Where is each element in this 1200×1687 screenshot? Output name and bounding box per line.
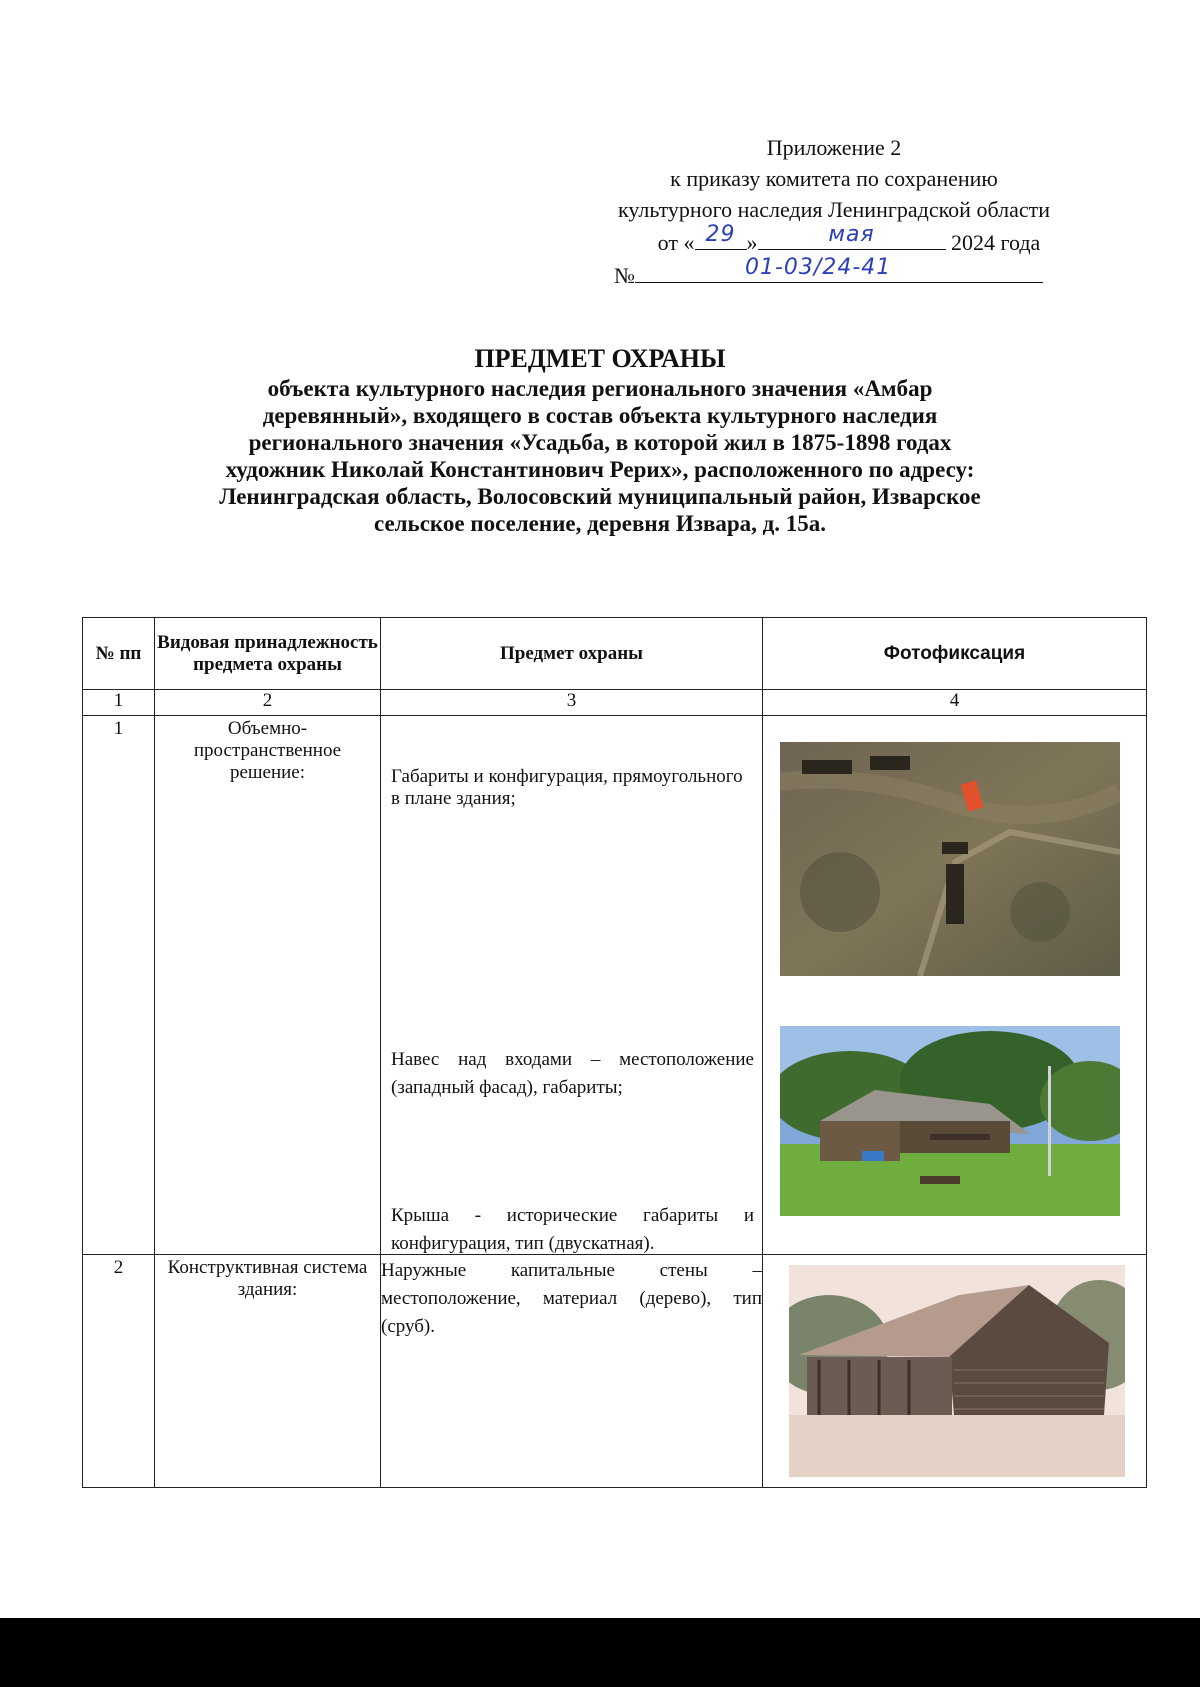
row-category: Объемно-пространственное решение: — [155, 716, 381, 1255]
header-number: № пп — [83, 618, 155, 690]
row-number: 2 — [83, 1255, 155, 1488]
handwritten-month: мая — [828, 222, 875, 247]
appendix-line-2: к приказу комитета по сохранению — [670, 166, 998, 191]
header-photo: Фотофиксация — [763, 618, 1147, 690]
title-line-5: Ленинградская область, Волосовский муниципальный район, Изварское — [219, 484, 981, 509]
header-subject: Предмет охраны — [381, 618, 763, 690]
subject-dimensions: Габариты и конфигурация, прямоугольного в плане здания; — [391, 766, 743, 809]
date-year: 2024 года — [951, 230, 1041, 255]
col-number-1: 1 — [83, 690, 155, 716]
title-line-1: объекта культурного наследия регионального значения «Амбар — [267, 376, 933, 401]
appendix-number-line — [548, 255, 1120, 291]
col-number-4: 4 — [763, 690, 1147, 716]
title-line-4: художник Николай Константинович Рерих», расположенного по адресу: — [225, 457, 975, 482]
title-line-6: сельское поселение, деревня Извара, д. 15а. — [373, 511, 827, 536]
row-category: Конструктивная система здания: — [155, 1255, 381, 1488]
table-row — [83, 1255, 1147, 1488]
title-main: ПРЕДМЕТ ОХРАНЫ — [474, 344, 726, 373]
row-number: 1 — [83, 716, 155, 1255]
column-number-row — [83, 690, 1147, 716]
col-number-2: 2 — [155, 690, 381, 716]
document-title — [120, 342, 1080, 537]
header-category: Видовая принадлежность предмета охраны — [155, 618, 381, 690]
title-line-2: деревянный», входящего в состав объекта культурного наследия — [262, 403, 938, 428]
table-row — [83, 716, 1147, 1255]
title-line-3: регионального значения «Усадьба, в которой жил в 1875-1898 годах — [248, 430, 952, 455]
date-mid: » — [746, 230, 758, 255]
appendix-line-3: культурного наследия Ленинградской области — [618, 197, 1050, 222]
subject-walls: Наружные капитальные стены – местоположение, материал (дерево), тип (сруб). — [381, 1255, 763, 1488]
appendix-line-1: Приложение 2 — [766, 135, 902, 160]
appendix-header — [548, 132, 1120, 291]
protection-table — [82, 617, 1147, 1488]
barn-photo — [789, 1265, 1125, 1477]
subject-canopy: Навес над входами – местоположение (западный фасад), габариты; — [391, 1049, 754, 1098]
scan-border — [0, 1618, 1200, 1687]
handwritten-number: 01-03/24-41 — [745, 255, 892, 280]
row-photo-cell — [763, 716, 1147, 1255]
subject-roof: Крыша - исторические габариты и конфигурация, тип (двускатная). — [391, 1205, 754, 1254]
col-number-3: 3 — [381, 690, 763, 716]
appendix-date-line — [548, 222, 1120, 258]
row-photo-cell — [763, 1255, 1147, 1488]
number-prefix: № — [614, 263, 635, 288]
date-prefix: от « — [657, 230, 695, 255]
aerial-photo — [780, 742, 1120, 976]
west-facade-photo — [780, 1026, 1120, 1216]
handwritten-day: 29 — [705, 222, 736, 247]
row-subject-cell — [381, 716, 763, 1255]
header-row — [83, 618, 1147, 690]
